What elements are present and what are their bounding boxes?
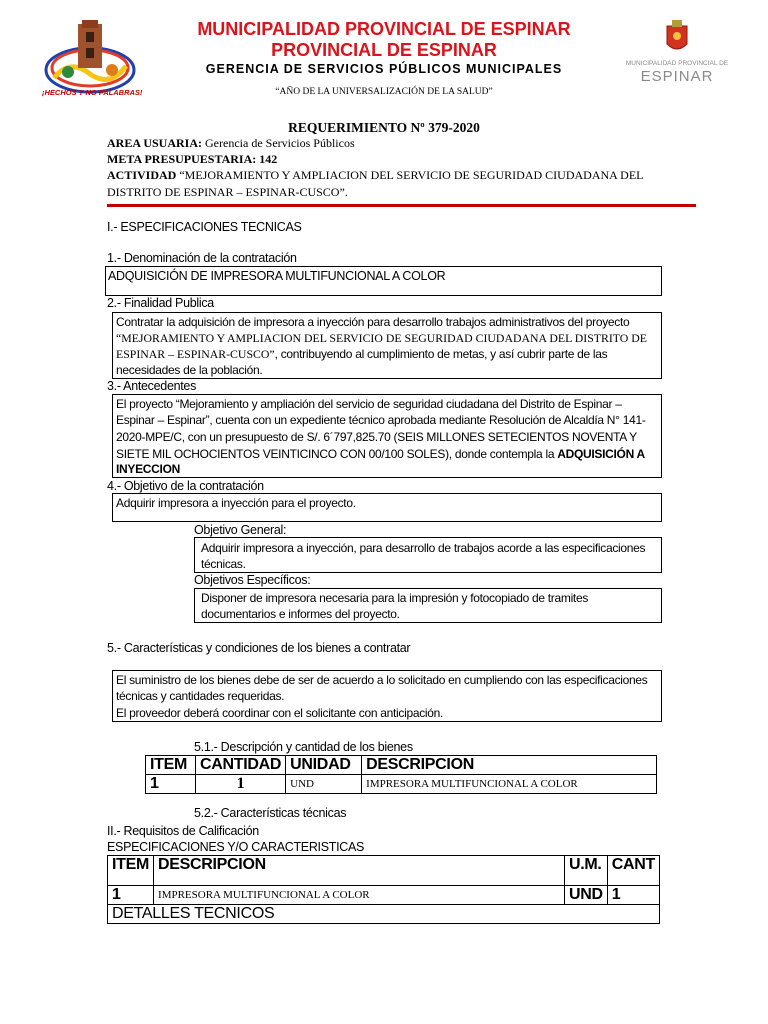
bienes-cell-cantidad: 1 [196,775,286,794]
right-logo-small-text: MUNICIPALIDAD PROVINCIAL DE [625,60,729,67]
antecedentes-line4 [116,446,645,462]
section-1-5-heading: 5.- Características y condiciones de los bienes a contratar [107,641,411,655]
bienes-table-header [146,756,657,775]
bienes-cell-item: 1 [146,775,196,794]
objetivo-box [112,493,662,522]
objetivo-general-box [194,537,662,573]
bienes-header-cell: UNIDAD [286,756,362,775]
objetivos-especificos-box [194,588,662,623]
requisitos-cell-item: 1 [108,886,154,905]
requisitos-header-cell: U.M. [564,856,607,886]
actividad-label: ACTIVIDAD [107,168,177,182]
antecedentes-line3: 2020-MPE/C, con un presupuesto de S/. 6´797,825.70 (SEIS MILLONES SETECIENTOS NOVENTA Y [116,430,637,444]
section-1-2-heading: 2.- Finalidad Publica [107,296,214,310]
requisitos-header-cell: DESCRIPCION [154,856,565,886]
section-1-4-heading: 4.- Objetivo de la contratación [107,479,264,493]
section-1-3-heading: 3.- Antecedentes [107,379,197,393]
bienes-cell-unidad: UND [286,775,362,794]
section-5-1-heading: 5.1.- Descripción y cantidad de los bienes [194,740,413,754]
objetivo-text: Adquirir impresora a inyección para el proyecto. [116,496,356,510]
bienes-header-cell: ITEM [146,756,196,775]
table-row [108,905,660,924]
objetivos-especificos-label: Objetivos Específicos: [194,573,311,587]
caracteristicas-line3: El proveedor deberá coordinar con el solicitante con anticipación. [116,706,444,720]
antecedentes-line2: Espinar – Espinar”, cuenta con un expediente técnico aprobada mediante Resolución de Alcaldía N° 141- [116,413,646,427]
denominacion-text: ADQUISICIÓN DE IMPRESORA MULTIFUNCIONAL A COLOR [108,269,446,283]
requisitos-header-cell: ITEM [108,856,154,886]
coat-of-arms-icon [612,18,742,58]
caracteristicas-box [112,670,662,722]
header-title-line2: PROVINCIAL DE ESPINAR [271,40,497,60]
section-2-heading: II.- Requisitos de Calificación [107,824,259,838]
finalidad-line3-project: ESPINAR – ESPINAR-CUSCO” [116,347,275,361]
right-logo-big-text: ESPINAR [640,68,714,85]
caracteristicas-line2: técnicas y cantidades requeridas. [116,689,285,703]
requisitos-table-header [108,856,660,886]
antecedentes-line5: INYECCION [116,462,180,476]
header-subtitle: GERENCIA DE SERVICIOS PÚBLICOS MUNICIPALES [205,62,563,76]
meta-presupuestaria: META PRESUPUESTARIA: 142 [107,152,278,166]
finalidad-line2: “MEJORAMIENTO Y AMPLIACION DEL SERVICIO DE SEGURIDAD CIUDADANA DEL DISTRITO DE [116,331,647,345]
antecedentes-line4-text: SIETE MIL OCHOCIENTOS VEINTICINCO CON 00/100 SOLES), donde contempla la [116,447,558,461]
area-usuaria [107,136,355,151]
antecedentes-line4-bold: ADQUISICIÓN A [557,447,645,461]
area-value: Gerencia de Servicios Públicos [202,136,355,150]
right-logo [612,18,742,90]
finalidad-line3-rest: , contribuyendo al cumplimiento de metas, y así cubrir parte de las [274,347,608,361]
objetivos-especificos-line2: documentarios e informes del proyecto. [201,607,400,621]
finalidad-box [112,312,662,379]
requisitos-cell-um: UND [564,886,607,905]
requisitos-header-cell: CANT [607,856,659,886]
header-rule [107,204,696,207]
section-5-2-heading: 5.2.- Características técnicas [194,806,347,820]
finalidad-line1: Contratar la adquisición de impresora a inyección para desarrollo trabajos administrativos del proyecto [116,315,630,329]
bienes-cell-descripcion: IMPRESORA MULTIFUNCIONAL A COLOR [362,775,657,794]
left-logo-banner: ¡HECHOS Y NO PALABRAS! [42,88,143,97]
caracteristicas-line1: El suministro de los bienes debe de ser de acuerdo a lo solicitado en cumpliendo con las especificaciones [116,673,648,687]
objetivo-general-line2: técnicas. [201,557,246,571]
detalles-tecnicos: DETALLES TECNICOS [108,905,660,924]
table-row [108,886,660,905]
objetivo-general-line1: Adquirir impresora a inyección, para desarrollo de trabajos acorde a las especificaciones [201,541,646,555]
area-label: AREA USUARIA: [107,136,203,150]
section-2-subheading: ESPECIFICACIONES Y/O CARACTERISTICAS [107,840,365,854]
antecedentes-box [112,394,662,478]
left-logo [40,18,143,98]
municipality-logo-icon [40,18,143,98]
bienes-table [145,755,657,794]
actividad-value: “MEJORAMIENTO Y AMPLIACION DEL SERVICIO DE SEGURIDAD CIUDADANA DEL [176,168,644,182]
requisitos-table [107,855,660,924]
requisitos-cell-descripcion: IMPRESORA MULTIFUNCIONAL A COLOR [154,886,565,905]
objetivo-general-label: Objetivo General: [194,523,287,537]
actividad-line2: DISTRITO DE ESPINAR – ESPINAR-CUSCO”. [107,185,348,199]
objetivos-especificos-line1: Disponer de impresora necesaria para la impresión y fotocopiado de tramites [201,591,589,605]
requisitos-cell-cant: 1 [607,886,659,905]
requirement-title: REQUERIMIENTO Nº 379-2020 [288,120,480,135]
finalidad-line3 [116,346,607,362]
actividad [107,168,661,183]
bienes-header-cell: DESCRIPCION [362,756,657,775]
bienes-header-cell: CANTIDAD [196,756,286,775]
section-1-1-heading: 1.- Denominación de la contratación [107,251,297,265]
table-row [146,775,657,794]
denominacion-box [105,266,662,296]
header-motto: “AÑO DE LA UNIVERSALIZACIÓN DE LA SALUD” [275,87,493,97]
header-title-line1: MUNICIPALIDAD PROVINCIAL DE ESPINAR [197,19,571,39]
section-1-heading: I.- ESPECIFICACIONES TECNICAS [107,220,302,234]
finalidad-line4: necesidades de la población. [116,363,263,377]
antecedentes-line1: El proyecto “Mejoramiento y ampliación del servicio de seguridad ciudadana del Distrito de Espinar – [116,397,622,411]
